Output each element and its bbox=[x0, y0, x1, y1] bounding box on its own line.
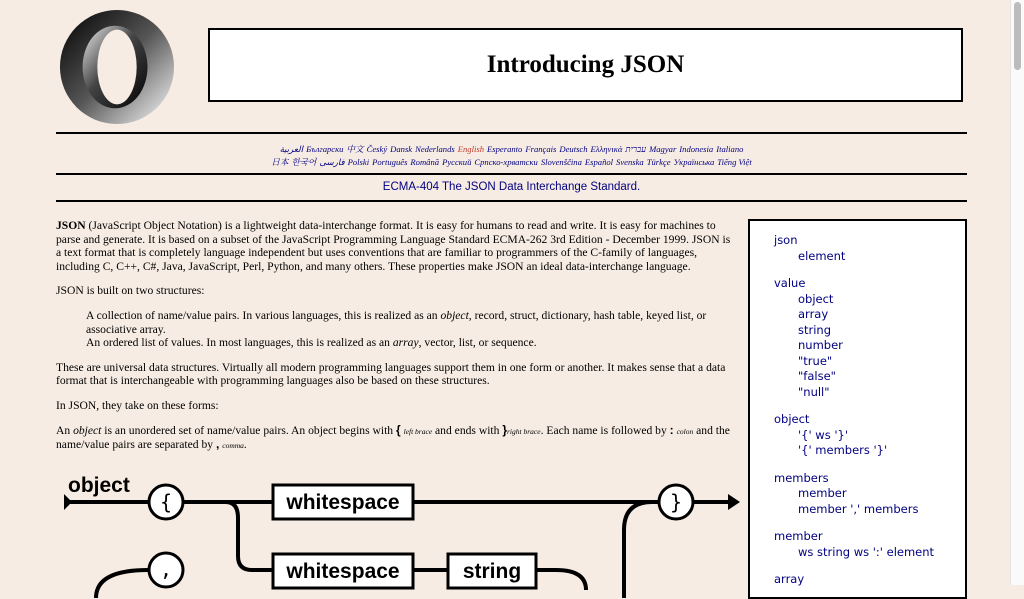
grammar-rule bbox=[774, 233, 965, 264]
string-label: string bbox=[462, 560, 522, 583]
grammar-rule bbox=[774, 529, 965, 560]
structure-array: An ordered list of values. In most languages, this is realized as an array, vector, list, or sequence. bbox=[86, 336, 537, 350]
grammar-rule-name: members bbox=[774, 470, 829, 485]
language-link[interactable]: Deutsch bbox=[559, 144, 588, 154]
language-link[interactable]: Dansk bbox=[390, 144, 413, 154]
language-link[interactable]: Italiano bbox=[716, 144, 744, 154]
divider bbox=[56, 173, 967, 175]
divider bbox=[56, 200, 967, 202]
structures-list bbox=[86, 309, 734, 350]
forms-paragraph: In JSON, they take on these forms: bbox=[56, 398, 219, 412]
grammar-rule-alternative: '{' ws '}' bbox=[798, 427, 848, 442]
object-description: An object is an unordered set of name/value pairs. An object begins with { left brace and ends with }right brace. Each name is followed by : colon and the name/value pairs are separated by , comma. bbox=[56, 422, 730, 452]
grammar-rule bbox=[774, 572, 965, 588]
divider bbox=[56, 132, 967, 134]
page-title: Introducing JSON bbox=[486, 51, 685, 78]
language-link[interactable]: 한국어 bbox=[291, 157, 317, 167]
language-link[interactable]: Esperanto bbox=[487, 144, 523, 154]
grammar-rule-alternative: ws string ws ':' element bbox=[798, 544, 935, 559]
grammar-rule-name: member bbox=[774, 529, 823, 543]
language-link[interactable]: Français bbox=[525, 144, 557, 154]
language-link[interactable]: Српско-хрватски bbox=[474, 157, 538, 167]
diagram-title: object bbox=[68, 474, 130, 497]
ecma-404-link[interactable]: ECMA-404 The JSON Data Interchange Standard. bbox=[382, 181, 641, 193]
language-link[interactable]: Română bbox=[410, 157, 440, 167]
comma-label: , bbox=[159, 557, 173, 581]
language-link[interactable]: فارسی bbox=[319, 157, 345, 167]
grammar-rule-name: array bbox=[774, 572, 805, 586]
universal-paragraph: These are universal data structures. Virtually all modern programming languages support them in one form or another. It makes sense that a data format that is interchangeable with programming languages also be based on these structures. bbox=[56, 360, 726, 388]
language-link[interactable]: Русский bbox=[442, 157, 472, 167]
open-brace-label: { bbox=[159, 490, 173, 514]
language-link[interactable]: 日本 bbox=[271, 157, 289, 167]
grammar-rule-alternative: "false" bbox=[798, 369, 836, 383]
grammar-rule-name: value bbox=[774, 276, 806, 290]
language-link[interactable]: English bbox=[457, 144, 485, 154]
grammar-rule-name: json bbox=[774, 233, 798, 247]
language-list-row2 bbox=[56, 156, 967, 168]
grammar-rule bbox=[774, 471, 965, 518]
close-brace-label: } bbox=[669, 490, 683, 514]
language-link[interactable]: Español bbox=[584, 157, 614, 167]
whitespace-label-2: whitespace bbox=[286, 560, 400, 583]
grammar-rule-alternative: array bbox=[798, 307, 829, 321]
grammar-rule-alternative: element bbox=[798, 248, 846, 263]
language-link[interactable]: Български bbox=[306, 144, 344, 154]
grammar-rule-alternative: '{' members '}' bbox=[798, 443, 888, 457]
main-content bbox=[56, 219, 734, 464]
language-link[interactable]: Українська bbox=[673, 157, 715, 167]
object-railroad-diagram bbox=[56, 468, 748, 598]
structure-object: A collection of name/value pairs. In various languages, this is realized as an object, record, struct, dictionary, hash table, keyed list, or associative array. bbox=[86, 308, 707, 336]
grammar-rule-alternative: "true" bbox=[798, 353, 833, 368]
language-link[interactable]: Polski bbox=[347, 157, 370, 167]
grammar-rule bbox=[774, 276, 965, 400]
grammar-rule-alternative: "null" bbox=[798, 384, 830, 399]
language-link[interactable]: Český bbox=[366, 144, 388, 154]
language-link[interactable]: Türkçe bbox=[646, 157, 671, 167]
language-link[interactable]: Indonesia bbox=[679, 144, 714, 154]
language-link[interactable]: Magyar bbox=[649, 144, 677, 154]
language-link[interactable]: Tiếng Việt bbox=[717, 157, 752, 167]
language-link[interactable]: Slovenščina bbox=[540, 157, 582, 167]
end-arrow-icon bbox=[728, 494, 740, 510]
grammar-rule-alternative: number bbox=[798, 338, 843, 352]
scrollbar-thumb[interactable] bbox=[1014, 2, 1021, 70]
language-link[interactable]: Nederlands bbox=[415, 144, 455, 154]
language-link[interactable]: 中文 bbox=[346, 144, 364, 154]
structures-intro: JSON is built on two structures: bbox=[56, 284, 205, 298]
grammar-rule-alternative: member ',' members bbox=[798, 501, 919, 516]
grammar-rule bbox=[774, 412, 965, 459]
language-link[interactable]: العربية bbox=[279, 144, 304, 154]
vertical-scrollbar[interactable] bbox=[1010, 0, 1024, 585]
language-link[interactable]: Ελληνικά bbox=[590, 144, 623, 154]
json-logo-icon bbox=[58, 8, 176, 126]
intro-paragraph: JSON (JavaScript Object Notation) is a lightweight data-interchange format. It is easy for humans to read and write. It is easy for machines to parse and generate. It is based on a subset of the JavaScript Programming Language Standard ECMA-262 3rd Edition - December 1999. JSON is a text format that is completely language independent but uses conventions that are familiar to programmers of the C-family of languages, including C, C++, C#, Java, JavaScript, Perl, Python, and many others. These properties make JSON an ideal data-interchange language. bbox=[56, 219, 731, 273]
language-link[interactable]: Português bbox=[372, 157, 408, 167]
grammar-rule-alternative: string bbox=[798, 322, 832, 337]
title-box bbox=[208, 28, 963, 102]
grammar-rule-name: object bbox=[774, 412, 810, 426]
language-link[interactable]: Svenska bbox=[616, 157, 644, 167]
language-list-row1 bbox=[56, 143, 967, 155]
whitespace-label: whitespace bbox=[286, 491, 400, 514]
language-link[interactable]: עברית bbox=[625, 144, 647, 154]
grammar-panel bbox=[748, 219, 967, 599]
grammar-rule-alternative: member bbox=[798, 486, 847, 500]
grammar-rule-alternative: object bbox=[798, 291, 834, 306]
